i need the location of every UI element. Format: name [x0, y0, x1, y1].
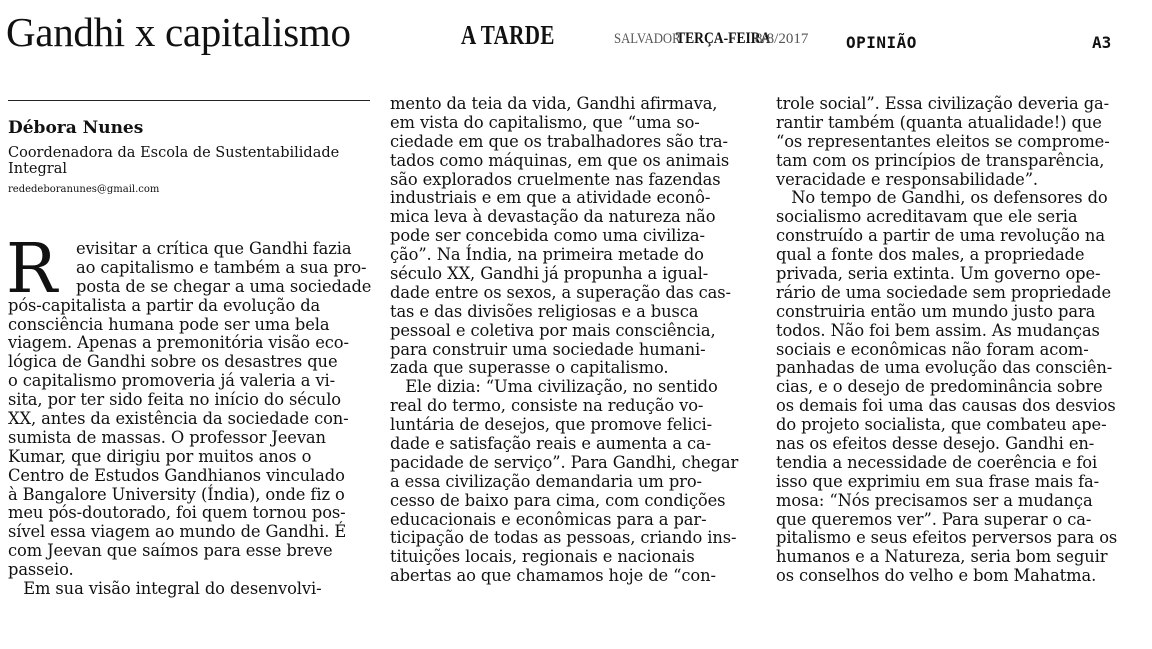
- article-title: Gandhi x capitalismo: [6, 9, 351, 55]
- article-line: dade entre os sexos, a superação das cas-: [390, 282, 731, 302]
- article-line: construiria então um mundo justo para: [776, 301, 1096, 321]
- article-line: a essa civilização demandaria um pro-: [390, 471, 702, 491]
- article-line: “os representantes eleitos se comprome-: [776, 131, 1110, 151]
- article-line: No tempo de Gandhi, os defensores do: [776, 188, 1108, 208]
- dateline-date: 8/8/2017: [755, 31, 809, 47]
- article-line: zada que superasse o capitalismo.: [390, 358, 669, 378]
- article-line: Ele dizia: “Uma civilização, no sentido: [390, 377, 718, 397]
- article-line: industriais e em que a atividade econô-: [390, 188, 711, 208]
- article-line: Kumar, que dirigiu por muitos anos o: [8, 446, 312, 466]
- author-role: Coordenadora da Escola de Sustentabilidade Integral: [8, 145, 340, 177]
- article-line: tendia a necessidade de coerência e foi: [776, 452, 1098, 472]
- article-line: cias, e o desejo de predominância sobre: [776, 377, 1103, 397]
- author-email: rededeboranunes@gmail.com: [8, 184, 160, 195]
- article-line: Centro de Estudos Gandhianos vinculado: [8, 465, 345, 485]
- article-line: do projeto socialista, que combateu ape-: [776, 415, 1107, 435]
- article-line: sível essa viagem ao mundo de Gandhi. É: [8, 522, 347, 542]
- article-line: rantir também (quanta atualidade!) que: [776, 112, 1102, 132]
- article-line: pacidade de serviço”. Para Gandhi, chegar: [390, 452, 739, 472]
- section-name: OPINIÃO: [846, 33, 917, 52]
- article-line: com Jeevan que saímos para esse breve: [8, 541, 333, 561]
- article-line: o capitalismo promoveria já valeria a vi-: [8, 371, 336, 391]
- article-line: século XX, Gandhi já propunha a igual-: [390, 264, 709, 284]
- article-line: ticipação de todas as pessoas, criando ins-: [390, 528, 737, 548]
- article-line: rário de uma sociedade sem propriedade: [776, 282, 1112, 302]
- article-line: Em sua visão integral do desenvolvi-: [8, 579, 322, 599]
- article-column-1: [8, 240, 370, 599]
- article-line: tituições locais, regionais e nacionais: [390, 547, 695, 567]
- article-line: ao capitalismo e também a sua pro-: [76, 257, 367, 277]
- byline-divider: [8, 100, 370, 101]
- article-line: isso que exprimiu em sua frase mais fa-: [776, 471, 1100, 491]
- article-line: cesso de baixo para cima, com condições: [390, 490, 726, 510]
- article-line: XX, antes da existência da sociedade con-: [8, 409, 349, 429]
- article-line: pessoal e coletiva por mais consciência,: [390, 320, 716, 340]
- article-line: os conselhos do velho e bom Mahatma.: [776, 566, 1097, 586]
- article-line: ção”. Na Índia, na primeira metade do: [390, 245, 704, 265]
- article-line: qual a fonte dos males, a propriedade: [776, 245, 1085, 265]
- article-line: consciência humana pode ser uma bela: [8, 314, 330, 334]
- article-line: em vista do capitalismo, que “uma so-: [390, 112, 700, 132]
- article-line: sita, por ter sido feita no início do século: [8, 390, 342, 410]
- article-line: trole social”. Essa civilização deveria ga-: [776, 94, 1110, 113]
- article-line: tam com os princípios de transparência,: [776, 150, 1105, 170]
- article-line: pitalismo e seus efeitos perversos para os: [776, 528, 1118, 548]
- newspaper-name: A TARDE: [461, 20, 555, 50]
- article-line: passeio.: [8, 560, 74, 580]
- article-line: panhadas de uma evolução das consciên-: [776, 358, 1113, 378]
- article-line: para construir uma sociedade humani-: [390, 339, 706, 359]
- article-line: posta de se chegar a uma sociedade: [76, 276, 372, 296]
- article-line: socialismo acreditavam que ele seria: [776, 207, 1078, 227]
- article-line: dade e satisfação reais e aumenta a ca-: [390, 434, 712, 454]
- article-line: lógica de Gandhi sobre os desastres que: [8, 352, 338, 372]
- article-line: pós-capitalista a partir da evolução da: [8, 295, 321, 315]
- article-line: privada, seria extinta. Um governo ope-: [776, 264, 1101, 284]
- article-line: pode ser concebida como uma civiliza-: [390, 226, 705, 246]
- author-name: Débora Nunes: [8, 118, 144, 138]
- article-column-3: [776, 95, 1140, 586]
- dateline-city: SALVADOR: [614, 31, 681, 47]
- article-line: abertas ao que chamamos hoje de “con-: [390, 566, 716, 586]
- drop-cap: R: [6, 230, 58, 309]
- page-number: A3: [1092, 33, 1112, 52]
- article-line: real do termo, consiste na redução vo-: [390, 396, 704, 416]
- article-line: que queremos ver”. Para superar o ca-: [776, 509, 1092, 529]
- article-line: mica leva à devastação da natureza não: [390, 207, 716, 227]
- article-line: todos. Não foi bem assim. As mudanças: [776, 320, 1100, 340]
- article-line: educacionais e econômicas para a par-: [390, 509, 707, 529]
- article-column-2: [390, 95, 754, 586]
- article-line: sumista de massas. O professor Jeevan: [8, 427, 326, 447]
- article-line: construído a partir de uma revolução na: [776, 226, 1105, 246]
- article-line: luntária de desejos, que promove felici-: [390, 415, 713, 435]
- article-line: mento da teia da vida, Gandhi afirmava,: [390, 94, 718, 113]
- article-line: mosa: “Nós precisamos ser a mudança: [776, 490, 1093, 510]
- article-line: meu pós-doutorado, foi quem tornou pos-: [8, 503, 346, 523]
- page-header: [0, 0, 1152, 64]
- article-line: tados como máquinas, em que os animais: [390, 150, 730, 170]
- article-line: sociais e econômicas não foram acom-: [776, 339, 1089, 359]
- article-line: humanos e a Natureza, seria bom seguir: [776, 547, 1108, 567]
- article-line: nas os efeitos desse desejo. Gandhi en-: [776, 434, 1095, 454]
- article-line: são explorados cruelmente nas fazendas: [390, 169, 721, 189]
- article-line: veracidade e responsabilidade”.: [776, 169, 1038, 189]
- article-line: os demais foi uma das causas dos desvios: [776, 396, 1116, 416]
- article-line: evisitar a crítica que Gandhi fazia: [76, 239, 352, 258]
- article-line: à Bangalore University (Índia), onde fiz o: [8, 484, 345, 504]
- article-line: tas e das divisões religiosas e a busca: [390, 301, 699, 321]
- dateline-weekday: TERÇA-FEIRA: [676, 30, 771, 47]
- article-line: viagem. Apenas a premonitória visão eco-: [8, 333, 349, 353]
- article-line: ciedade em que os trabalhadores são tra-: [390, 131, 728, 151]
